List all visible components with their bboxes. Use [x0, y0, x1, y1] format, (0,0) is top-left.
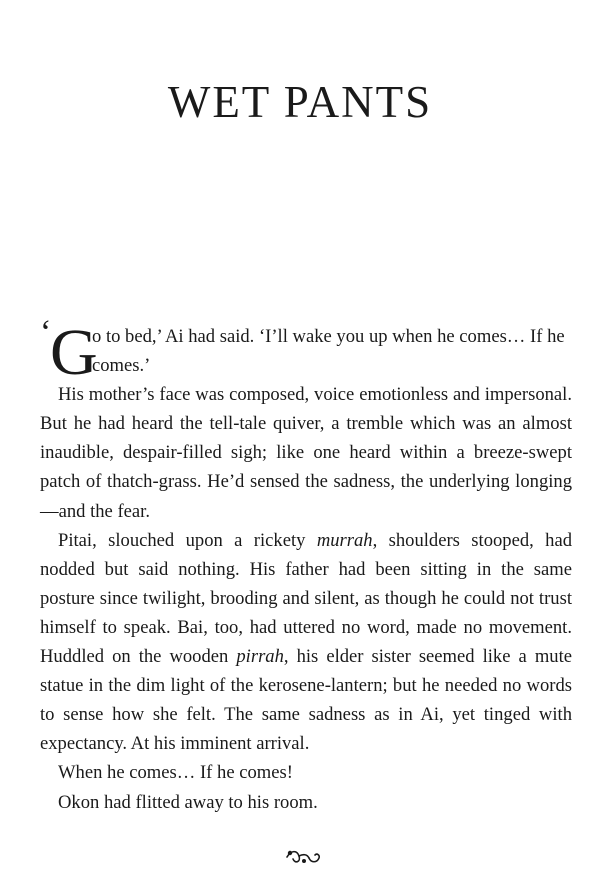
opening-quote-mark: ‘	[40, 314, 52, 351]
word-pirrah: pirrah	[236, 646, 284, 668]
chapter-title: WET PANTS	[167, 77, 433, 127]
drop-cap-letter: G	[50, 316, 98, 389]
paragraph-4: When he comes… If he comes!	[58, 762, 293, 784]
paragraph-1: o to bed,’ Ai had said. ‘I’ll wake you up when he comes… If he comes.’	[92, 326, 565, 377]
floral-ornament-icon	[283, 846, 323, 868]
paragraph-3-part-a: Pitai, slouched upon a rickety	[58, 529, 317, 551]
chapter-body	[40, 314, 573, 817]
paragraph-5: Okon had flitted away to his room.	[58, 791, 318, 813]
paragraph-3	[40, 526, 572, 759]
word-murrah: murrah	[316, 529, 373, 551]
paragraph-3-part-e: , his elder sister seemed like a mute statue in the dim light of the kerosene-lantern; but he needed no words to sense how she felt. The same sadness as in Ai, yet tinged with expectancy. At his imminent arrival.	[40, 646, 572, 755]
paragraph-2: His mother’s face was composed, voice emotionless and impersonal. But he had heard the tell-tale quiver, a tremble which was an almost inaudible, despair-filled sigh; like one heard within a breeze-swept patch of thatch-grass. He’d sensed the sadness, the underlying longing—and the fear.	[40, 384, 572, 522]
paragraph-3-part-c: , shoulders stooped, had nodded but said nothing. His father had been sitting in the same posture since twilight, brooding and silent, as though he could not trust himself to speak. Bai, too, had uttered no word, made no movement. Huddled on the wooden	[40, 529, 573, 668]
opening-paragraph	[40, 314, 572, 389]
